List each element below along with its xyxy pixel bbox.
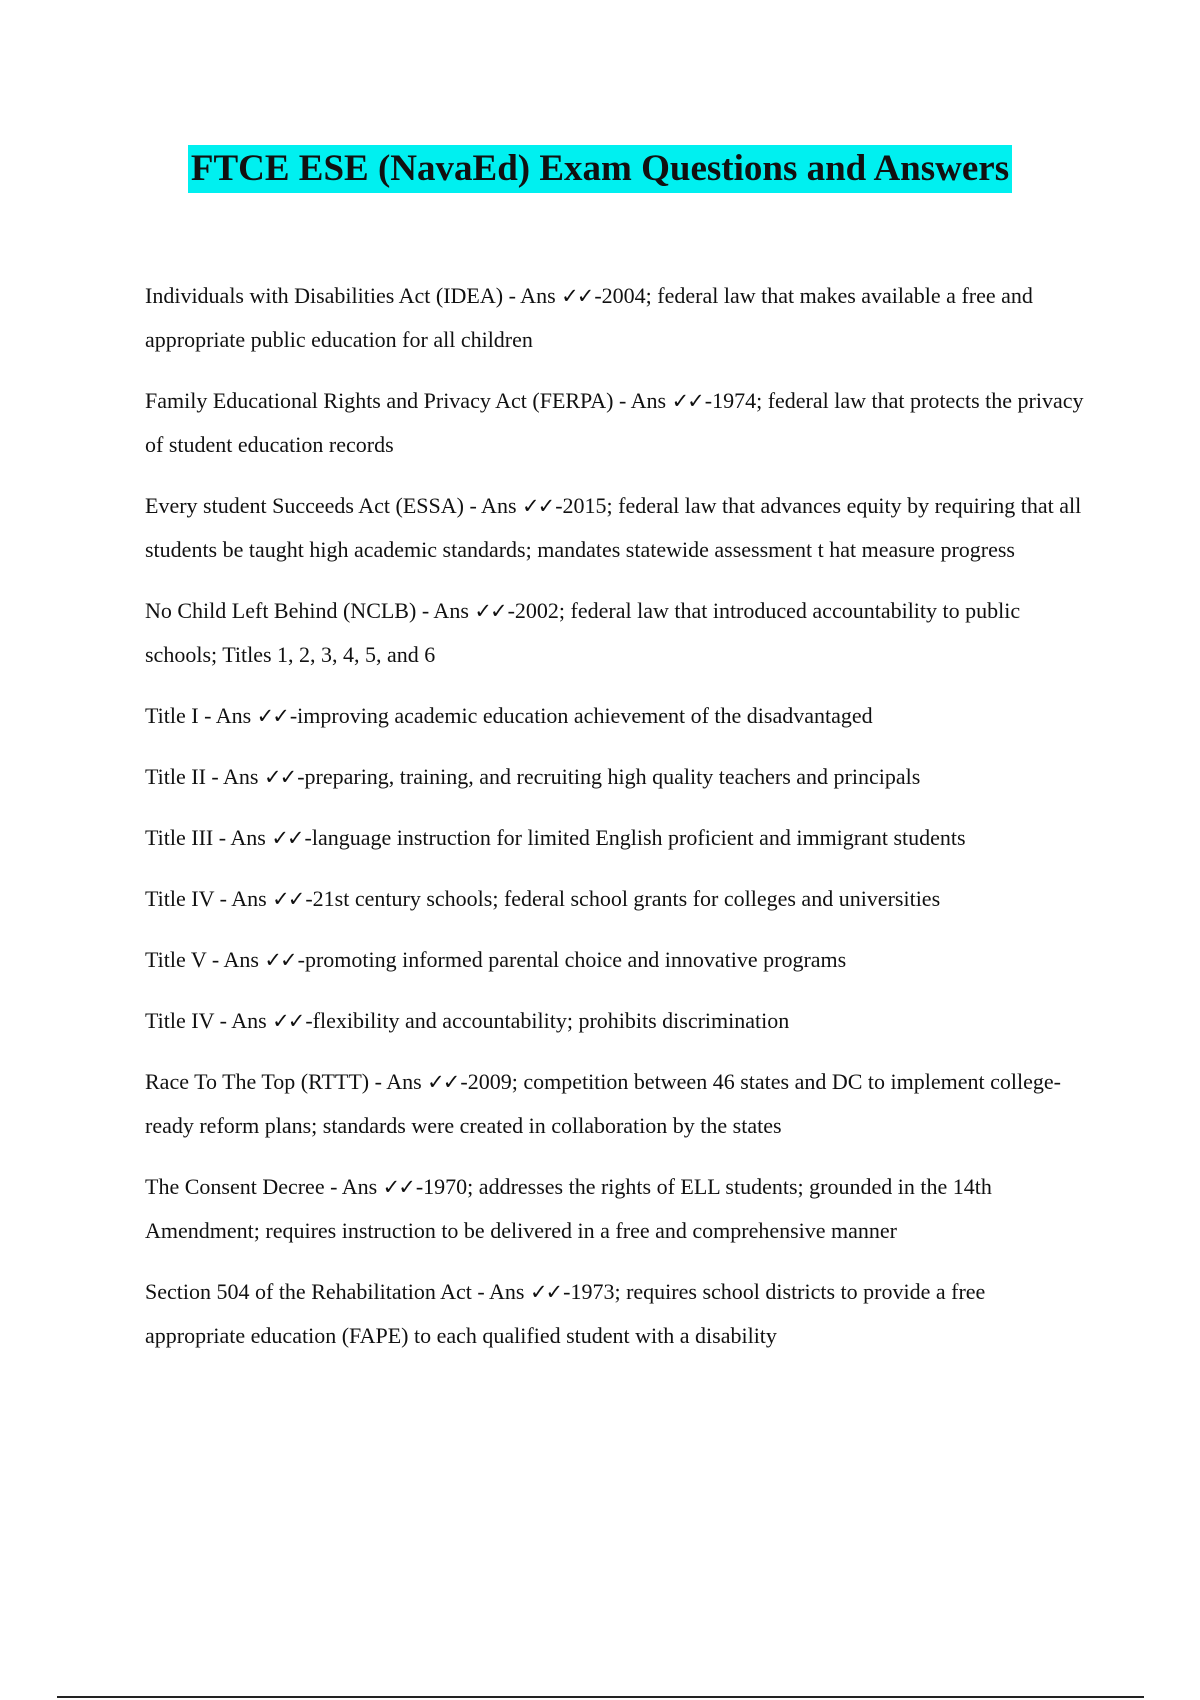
qa-term: Individuals with Disabilities Act (IDEA) xyxy=(145,283,504,308)
qa-answer: -2004; federal law that makes available a free and appropriate public education for all children xyxy=(145,283,1033,352)
qa-list xyxy=(145,274,1090,1375)
qa-entry xyxy=(145,938,1090,982)
double-check-icon: ✓✓ xyxy=(382,1175,414,1199)
qa-answer: -1970; addresses the rights of ELL students; grounded in the 14th Amendment; requires instruction to be delivered in a free and comprehensive manner xyxy=(145,1174,992,1243)
double-check-icon: ✓✓ xyxy=(522,494,554,518)
qa-separator: - Ans xyxy=(214,886,273,911)
qa-term: Title IV xyxy=(145,1008,215,1033)
qa-term: Section 504 of the Rehabilitation Act xyxy=(145,1279,472,1304)
title-wrap xyxy=(0,145,1200,193)
double-check-icon: ✓✓ xyxy=(671,389,703,413)
qa-entry xyxy=(145,1060,1090,1148)
qa-separator: - Ans xyxy=(369,1069,428,1094)
qa-answer: -promoting informed parental choice and innovative programs xyxy=(297,947,847,972)
qa-separator: - Ans xyxy=(324,1174,383,1199)
qa-separator: - Ans xyxy=(205,764,264,789)
qa-answer: -1973; requires school districts to provide a free appropriate education (FAPE) to each qualified student with a disability xyxy=(145,1279,986,1348)
footer-divider xyxy=(57,1696,1144,1698)
double-check-icon: ✓✓ xyxy=(272,887,304,911)
qa-term: Every student Succeeds Act (ESSA) xyxy=(145,493,464,518)
qa-entry xyxy=(145,379,1090,467)
qa-separator: - Ans xyxy=(214,1008,273,1033)
qa-separator: - Ans xyxy=(503,283,562,308)
qa-answer: -language instruction for limited English proficient and immigrant students xyxy=(304,825,966,850)
double-check-icon: ✓✓ xyxy=(264,948,296,972)
qa-entry xyxy=(145,755,1090,799)
qa-entry xyxy=(145,877,1090,921)
qa-answer: -2009; competition between 46 states and DC to implement college-ready reform plans; standards were created in collaboration by the states xyxy=(145,1069,1061,1138)
qa-term: No Child Left Behind (NCLB) xyxy=(145,598,417,623)
double-check-icon: ✓✓ xyxy=(529,1280,562,1304)
qa-term: Title II xyxy=(145,764,206,789)
qa-term: Race To The Top (RTTT) xyxy=(145,1069,370,1094)
qa-answer: -2015; federal law that advances equity by requiring that all students be taught high academic standards; mandates statewide assessment t hat measure progress xyxy=(145,493,1082,562)
qa-separator: - Ans xyxy=(206,947,265,972)
qa-separator: - Ans xyxy=(416,598,475,623)
qa-term: Family Educational Rights and Privacy Act (FERPA) xyxy=(145,388,614,413)
double-check-icon: ✓✓ xyxy=(271,826,303,850)
qa-term: The Consent Decree xyxy=(145,1174,325,1199)
qa-answer: -preparing, training, and recruiting high quality teachers and principals xyxy=(297,764,921,789)
qa-entry xyxy=(145,816,1090,860)
double-check-icon: ✓✓ xyxy=(474,599,506,623)
double-check-icon: ✓✓ xyxy=(272,1009,304,1033)
qa-answer: -21st century schools; federal school grants for colleges and universities xyxy=(305,886,941,911)
qa-answer: -1974; federal law that protects the privacy of student education records xyxy=(145,388,1084,457)
qa-answer: -improving academic education achievement of the disadvantaged xyxy=(289,703,873,728)
double-check-icon: ✓✓ xyxy=(256,704,288,728)
qa-entry xyxy=(145,1165,1090,1253)
qa-separator: - Ans xyxy=(213,825,272,850)
qa-answer: -flexibility and accountability; prohibits discrimination xyxy=(305,1008,790,1033)
qa-separator: - Ans xyxy=(463,493,522,518)
qa-separator: - Ans xyxy=(198,703,257,728)
qa-entry xyxy=(145,274,1090,362)
qa-entry xyxy=(145,589,1090,677)
double-check-icon: ✓✓ xyxy=(561,284,593,308)
qa-entry xyxy=(145,999,1090,1043)
qa-entry xyxy=(145,1270,1090,1358)
double-check-icon: ✓✓ xyxy=(263,765,296,789)
qa-separator: - Ans xyxy=(471,1279,530,1304)
qa-answer: -2002; federal law that introduced accountability to public schools; Titles 1, 2, 3, 4, 5, and 6 xyxy=(145,598,1021,667)
qa-term: Title V xyxy=(145,947,207,972)
qa-entry xyxy=(145,694,1090,738)
page-title: FTCE ESE (NavaEd) Exam Questions and Answers xyxy=(188,145,1012,193)
double-check-icon: ✓✓ xyxy=(427,1070,459,1094)
qa-term: Title IV xyxy=(145,886,215,911)
qa-term: Title III xyxy=(145,825,214,850)
qa-term: Title I xyxy=(145,703,199,728)
qa-entry xyxy=(145,484,1090,572)
qa-separator: - Ans xyxy=(613,388,672,413)
